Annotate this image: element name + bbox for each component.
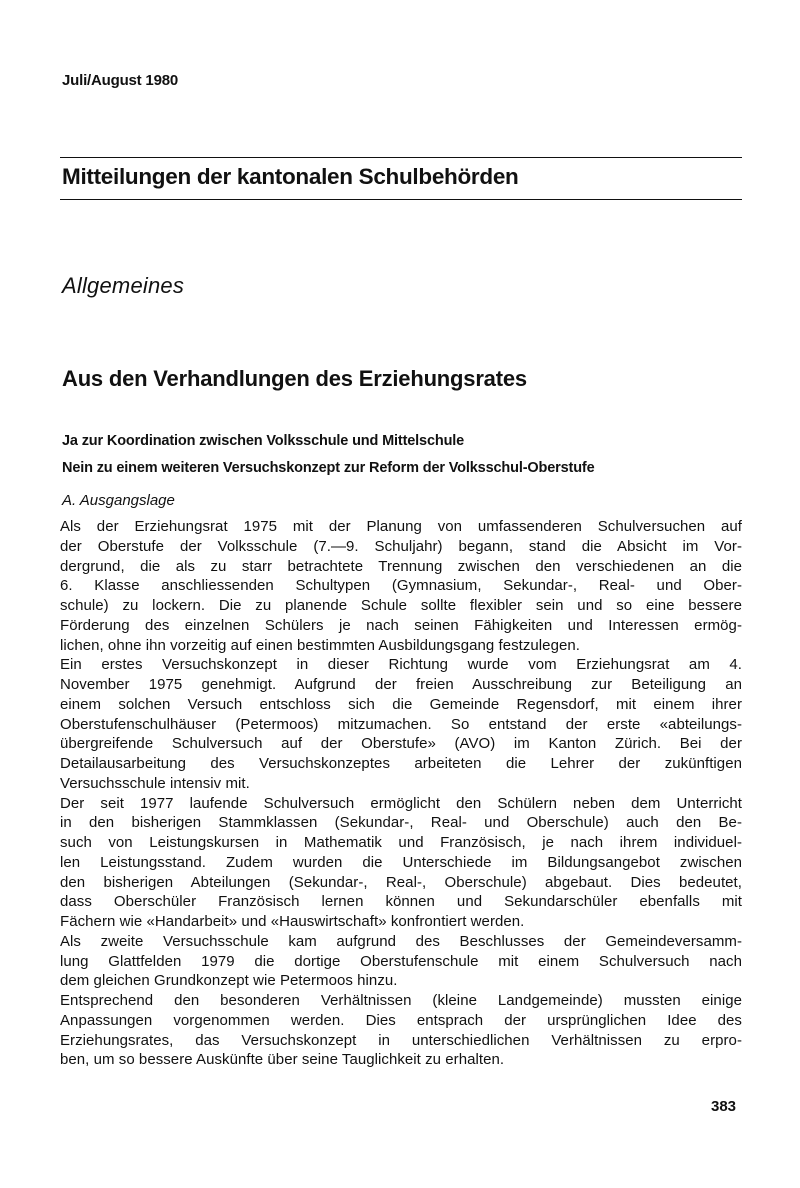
text-line: Ein erstes Versuchskonzept in dieser Richtung wurde vom Erziehungsrat am 4. bbox=[60, 656, 742, 674]
text-line: lung Glattfelden 1979 die dortige Oberstufenschule mit einem Schulversuch nach bbox=[60, 952, 742, 970]
text-line: such von Leistungskursen in Mathematik und Französisch, je nach ihrem individuel- bbox=[60, 834, 742, 851]
text-line: 6. Klasse anschliessenden Schultypen (Gymnasium, Sekundar-, Real- und Ober- bbox=[60, 577, 742, 595]
paragraph bbox=[60, 794, 742, 932]
text-line: Anpassungen vorgenommen werden. Dies entsprach der ursprünglichen Idee des bbox=[60, 1011, 742, 1029]
text-line: Als der Erziehungsrat 1975 mit der Planung von umfassenderen Schulversuchen auf bbox=[60, 518, 742, 535]
text-line: dass Oberschüler Französisch lernen können und Sekundarschüler ebenfalls mit bbox=[60, 893, 742, 911]
subheadline-1: Ja zur Koordination zwischen Volksschule und Mittelschule bbox=[62, 433, 465, 449]
article-title: Aus den Verhandlungen des Erziehungsrates bbox=[62, 366, 527, 391]
paragraph bbox=[60, 655, 742, 793]
text-line: Detailausarbeitung des Versuchskonzeptes arbeiteten die Lehrer der zukünftigen bbox=[60, 755, 742, 772]
text-line: Fächern wie «Handarbeit» und «Hauswirtschaft» konfrontiert werden. bbox=[60, 913, 525, 930]
text-line: in den bisherigen Stammklassen (Sekundar-, Real- und Oberschule) auch den Be- bbox=[60, 814, 742, 832]
text-line: November 1975 genehmigt. Aufgrund der freien Ausschreibung zur Beteiligung an bbox=[60, 676, 742, 693]
text-line: übergreifende Schulversuch auf der Oberstufe» (AVO) im Kanton Zürich. Bei der bbox=[60, 735, 742, 753]
text-line: Entsprechend den besonderen Verhältnissen (kleine Landgemeinde) mussten einige bbox=[60, 992, 742, 1009]
running-header: Juli/August 1980 bbox=[62, 72, 179, 89]
text-line: dergrund, die als zu starr betrachtete Trennung zwischen den verschiedenen an die bbox=[60, 557, 742, 575]
text-line: len Leistungsstand. Zudem wurden die Unterschiede im Bildungsangebot zwischen bbox=[60, 853, 742, 871]
text-line: dem gleichen Grundkonzept wie Petermoos hinzu. bbox=[60, 972, 398, 990]
text-line: der Oberstufe der Volksschule (7.—9. Schuljahr) begann, stand die Absicht im Vor- bbox=[60, 537, 742, 555]
paragraph bbox=[60, 991, 742, 1070]
section-title: Mitteilungen der kantonalen Schulbehörden bbox=[62, 164, 519, 189]
text-line: einem solchen Versuch entschloss sich die Gemeinde Regensdorf, mit einem ihrer bbox=[60, 695, 742, 713]
text-line: Versuchsschule intensiv mit. bbox=[60, 774, 250, 792]
text-line: Erziehungsrates, das Versuchskonzept in unterschiedlichen Verhältnissen zu erpro- bbox=[60, 1031, 742, 1049]
category-heading: Allgemeines bbox=[62, 273, 185, 298]
subsection-heading: A. Ausgangslage bbox=[62, 492, 175, 509]
text-line: den bisherigen Abteilungen (Sekundar-, Real-, Oberschule) abgebaut. Dies bedeutet, bbox=[60, 873, 742, 891]
text-line: lichen, ohne ihn vorzeitig auf einen bestimmten Ausbildungsgang festzulegen. bbox=[60, 636, 580, 654]
text-line: Der seit 1977 laufende Schulversuch ermöglicht den Schülern neben dem Unterricht bbox=[60, 794, 742, 812]
text-line: Als zweite Versuchsschule kam aufgrund des Beschlusses der Gemeindeversamm- bbox=[60, 932, 742, 950]
paragraph bbox=[60, 932, 742, 991]
article-body bbox=[60, 517, 742, 1070]
subheadline-2: Nein zu einem weiteren Versuchskonzept zur Reform der Volksschul-Oberstufe bbox=[62, 460, 595, 476]
paragraph bbox=[60, 517, 742, 655]
text-line: schule) zu lockern. Die zu planende Schule sollte flexibler sein und so eine bessere bbox=[60, 597, 742, 614]
text-line: Förderung des einzelnen Schülers je nach seinen Fähigkeiten und Interessen ermög- bbox=[60, 616, 742, 634]
text-line: Oberstufenschulhäuser (Petermoos) mitzumachen. So entstand der erste «abteilungs- bbox=[60, 715, 742, 733]
title-rule-top bbox=[60, 157, 742, 158]
page-number: 383 bbox=[711, 1098, 737, 1115]
title-rule-bottom bbox=[60, 199, 742, 200]
text-line: ben, um so bessere Auskünfte über seine Tauglichkeit zu erhalten. bbox=[60, 1051, 505, 1069]
